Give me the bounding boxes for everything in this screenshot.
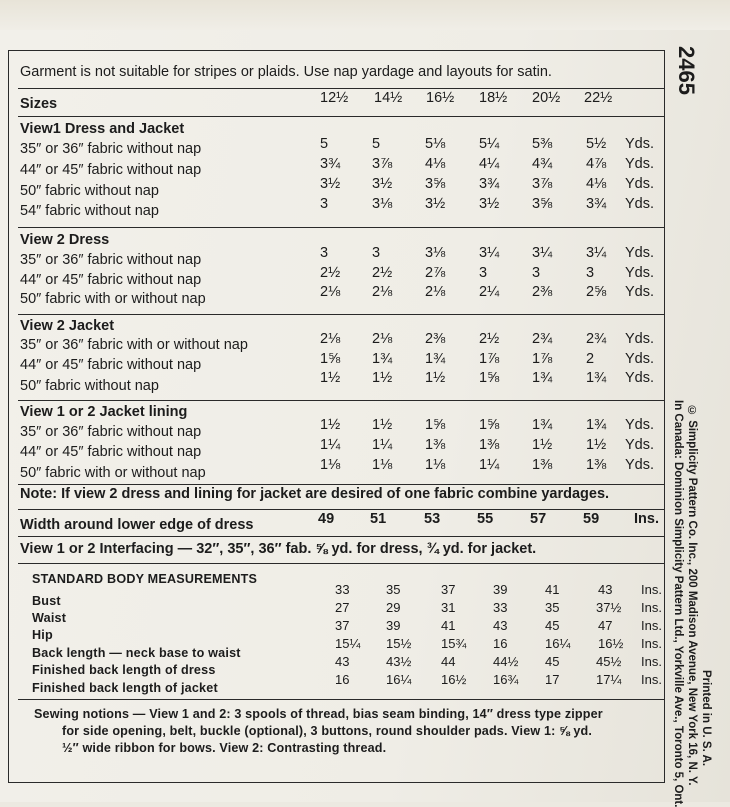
divider (18, 699, 665, 700)
value-cell: 3½ (479, 196, 500, 212)
value-cell: 2⅛ (372, 284, 393, 300)
value-cell: 39 (386, 618, 401, 633)
divider (18, 563, 665, 564)
value-cell: 37 (441, 582, 456, 597)
value-cell: 2½ (479, 331, 500, 347)
value-cell: 1⅝ (479, 417, 500, 433)
value-cell: 1¼ (479, 457, 500, 473)
unit: Yds. (625, 156, 655, 172)
value-cell: 3¾ (586, 196, 607, 212)
value-cell: 51 (370, 511, 387, 527)
value-cell: 3 (586, 265, 595, 281)
value-cell: 2⅛ (320, 331, 341, 347)
value-cell: 4¾ (532, 156, 553, 172)
row-label: Back length — neck base to waist (32, 646, 241, 660)
value-cell: 1⅛ (425, 457, 446, 473)
row-label: 44″ or 45″ fabric without nap (20, 444, 202, 460)
value-cell: 1⅞ (532, 351, 553, 367)
value-cell: 1⅝ (479, 370, 500, 386)
value-cell: 5⅜ (532, 136, 553, 152)
row-label: Finished back length of jacket (32, 681, 218, 695)
divider (18, 484, 665, 485)
unit: Ins. (641, 654, 662, 669)
value-cell: 1½ (425, 370, 446, 386)
sewing-notions (34, 706, 654, 757)
value-cell: 3 (372, 245, 381, 261)
value-cell: 43 (493, 618, 508, 633)
value-cell: 16¾ (493, 672, 519, 687)
value-cell: 2½ (320, 265, 341, 281)
divider (18, 116, 665, 117)
row-label: 44″ or 45″ fabric without nap (20, 357, 202, 373)
value-cell: 5⅛ (425, 136, 446, 152)
row-label: 44″ or 45″ fabric without nap (20, 272, 202, 288)
value-cell: 44½ (493, 654, 519, 669)
value-cell: 2⅞ (425, 265, 446, 281)
value-cell: 49 (318, 511, 335, 527)
value-cell: 1¼ (320, 437, 341, 453)
value-cell: 16 (335, 672, 350, 687)
value-cell: 3¼ (532, 245, 553, 261)
notions-line: ½″ wide ribbon for bows. View 2: Contrasting thread. (62, 741, 387, 755)
section-title: View 2 Jacket (20, 318, 115, 334)
value-cell: 1½ (320, 370, 341, 386)
value-cell: 1¾ (372, 351, 393, 367)
value-cell: 16½ (441, 672, 467, 687)
value-cell: 4¼ (479, 156, 500, 172)
value-cell: 37½ (596, 600, 622, 615)
value-cell: 17¼ (596, 672, 622, 687)
value-cell: 53 (424, 511, 441, 527)
unit: Yds. (625, 457, 655, 473)
value-cell: 3¾ (320, 156, 341, 172)
header-note: Garment is not suitable for stripes or plaids. Use nap yardage and layouts for satin. (20, 64, 552, 80)
value-cell: 15½ (386, 636, 412, 651)
value-cell: 29 (386, 600, 401, 615)
value-cell: 2¾ (586, 331, 607, 347)
value-cell: 5 (320, 136, 329, 152)
value-cell: 41 (441, 618, 456, 633)
value-cell: 33 (335, 582, 350, 597)
value-cell: 3¾ (479, 176, 500, 192)
value-cell: 39 (493, 582, 508, 597)
value-cell: 35 (386, 582, 401, 597)
size-cell: 22½ (584, 90, 613, 106)
divider (18, 314, 665, 315)
section-title: View1 Dress and Jacket (20, 121, 185, 137)
value-cell: 1¾ (586, 370, 607, 386)
divider (18, 227, 665, 228)
row-label: 35″ or 36″ fabric without nap (20, 141, 202, 157)
width-label: Width around lower edge of dress (20, 517, 254, 533)
value-cell: 31 (441, 600, 456, 615)
row-label: 44″ or 45″ fabric without nap (20, 162, 202, 178)
value-cell: 3 (320, 245, 329, 261)
row-label: Finished back length of dress (32, 663, 216, 677)
unit: Yds. (625, 176, 655, 192)
value-cell: 5¼ (479, 136, 500, 152)
divider (18, 509, 665, 510)
sizes-label: Sizes (20, 96, 58, 112)
row-label: 35″ or 36″ fabric without nap (20, 424, 202, 440)
value-cell: 1¾ (532, 417, 553, 433)
value-cell: 3 (532, 265, 541, 281)
value-cell: 1⅜ (532, 457, 553, 473)
size-cell: 16½ (426, 90, 455, 106)
value-cell: 43½ (386, 654, 412, 669)
value-cell: 45 (545, 618, 560, 633)
value-cell: 1½ (372, 417, 393, 433)
value-cell: 1⅜ (425, 437, 446, 453)
torn-edge (0, 0, 730, 30)
value-cell: 43 (598, 582, 613, 597)
value-cell: 35 (545, 600, 560, 615)
value-cell: 2⅛ (372, 331, 393, 347)
row-label: Waist (32, 611, 67, 625)
value-cell: 3⅛ (372, 196, 393, 212)
value-cell: 1½ (586, 437, 607, 453)
value-cell: 17 (545, 672, 560, 687)
value-cell: 1¾ (425, 351, 446, 367)
value-cell: 3⅝ (532, 196, 553, 212)
unit: Yds. (625, 284, 655, 300)
value-cell: 2 (586, 351, 595, 367)
unit: Ins. (641, 582, 662, 597)
value-cell: 44 (441, 654, 456, 669)
unit: Ins. (641, 636, 662, 651)
value-cell: 45½ (596, 654, 622, 669)
value-cell: 2⅝ (586, 284, 607, 300)
divider (18, 400, 665, 401)
value-cell: 43 (335, 654, 350, 669)
section-title: View 2 Dress (20, 232, 110, 248)
row-label: 50″ fabric without nap (20, 378, 159, 394)
unit: Yds. (625, 437, 655, 453)
size-cell: 14½ (374, 90, 403, 106)
value-cell: 16½ (598, 636, 624, 651)
value-cell: 1⅛ (372, 457, 393, 473)
value-cell: 37 (335, 618, 350, 633)
combine-note: Note: If view 2 dress and lining for jacket are desired of one fabric combine yardages. (20, 486, 610, 502)
value-cell: 3¼ (586, 245, 607, 261)
unit: Ins. (641, 618, 662, 633)
value-cell: 15¾ (441, 636, 467, 651)
value-cell: 3¼ (479, 245, 500, 261)
value-cell: 3½ (372, 176, 393, 192)
value-cell: 1⅛ (320, 457, 341, 473)
row-label: Hip (32, 628, 53, 642)
value-cell: 33 (493, 600, 508, 615)
value-cell: 1½ (372, 370, 393, 386)
value-cell: 3 (320, 196, 329, 212)
unit: Yds. (625, 351, 655, 367)
row-label: 50″ fabric without nap (20, 183, 159, 199)
unit: Yds. (625, 265, 655, 281)
value-cell: 1⅜ (586, 457, 607, 473)
value-cell: 2¼ (479, 284, 500, 300)
value-cell: 1½ (532, 437, 553, 453)
value-cell: 3½ (425, 196, 446, 212)
size-cell: 20½ (532, 90, 561, 106)
value-cell: 1⅞ (479, 351, 500, 367)
value-cell: 4⅛ (586, 176, 607, 192)
divider (18, 88, 665, 89)
canada-text: In Canada: Dominion Simplicity Pattern Ltd., Yorkville Ave., Toronto 5, Ont. (672, 400, 684, 807)
value-cell: 1⅜ (479, 437, 500, 453)
value-cell: 2⅛ (425, 284, 446, 300)
unit: Yds. (625, 417, 655, 433)
value-cell: 5½ (586, 136, 607, 152)
unit: Yds. (625, 370, 655, 386)
value-cell: 16¼ (386, 672, 412, 687)
value-cell: 2⅜ (532, 284, 553, 300)
value-cell: 5 (372, 136, 381, 152)
section-title: View 1 or 2 Jacket lining (20, 404, 188, 420)
value-cell: 16¼ (545, 636, 571, 651)
value-cell: 59 (583, 511, 600, 527)
value-cell: 41 (545, 582, 560, 597)
interfacing-note: View 1 or 2 Interfacing — 32″, 35″, 36″ fab. ⅝ yd. for dress, ¾ yd. for jacket. (20, 541, 537, 557)
unit: Ins. (641, 600, 662, 615)
pattern-number: 2465 (674, 46, 699, 95)
printed-text: Printed in U. S. A. (700, 670, 712, 767)
value-cell: 45 (545, 654, 560, 669)
measurements-title: STANDARD BODY MEASUREMENTS (32, 572, 258, 586)
value-cell: 3⅞ (372, 156, 393, 172)
value-cell: 55 (477, 511, 494, 527)
value-cell: 3½ (320, 176, 341, 192)
value-cell: 1¾ (586, 417, 607, 433)
unit: Yds. (625, 136, 655, 152)
value-cell: 2¾ (532, 331, 553, 347)
notions-line: for side opening, belt, buckle (optional), 3 buttons, round shoulder pads. View 1: ⅝ yd. (62, 724, 593, 738)
notions-line: Sewing notions — View 1 and 2: 3 spools of thread, bias seam binding, 14″ dress type zipper (34, 707, 603, 721)
value-cell: 3 (479, 265, 488, 281)
value-cell: 1¼ (372, 437, 393, 453)
row-label: 35″ or 36″ fabric without nap (20, 252, 202, 268)
value-cell: 27 (335, 600, 350, 615)
value-cell: 1⅝ (320, 351, 341, 367)
size-cell: 12½ (320, 90, 349, 106)
row-label: 54″ fabric without nap (20, 203, 159, 219)
unit: Ins. (634, 511, 659, 527)
value-cell: 4⅛ (425, 156, 446, 172)
size-cell: 18½ (479, 90, 508, 106)
value-cell: 2⅜ (425, 331, 446, 347)
row-label: Bust (32, 594, 61, 608)
value-cell: 3⅛ (425, 245, 446, 261)
value-cell: 47 (598, 618, 613, 633)
value-cell: 15¼ (335, 636, 361, 651)
unit: Yds. (625, 245, 655, 261)
row-label: 50″ fabric with or without nap (20, 465, 206, 481)
value-cell: 16 (493, 636, 508, 651)
value-cell: 2½ (372, 265, 393, 281)
value-cell: 3⅝ (425, 176, 446, 192)
unit: Yds. (625, 196, 655, 212)
value-cell: 3⅞ (532, 176, 553, 192)
value-cell: 1¾ (532, 370, 553, 386)
value-cell: 4⅞ (586, 156, 607, 172)
row-label: 50″ fabric with or without nap (20, 291, 206, 307)
row-label: 35″ or 36″ fabric with or without nap (20, 337, 248, 353)
unit: Ins. (641, 672, 662, 687)
value-cell: 57 (530, 511, 547, 527)
unit: Yds. (625, 331, 655, 347)
value-cell: 1⅝ (425, 417, 446, 433)
divider (18, 536, 665, 537)
value-cell: 1½ (320, 417, 341, 433)
copyright-text: © Simplicity Pattern Co. Inc., 200 Madison Avenue, New York 16, N. Y. (686, 405, 698, 786)
value-cell: 2⅛ (320, 284, 341, 300)
